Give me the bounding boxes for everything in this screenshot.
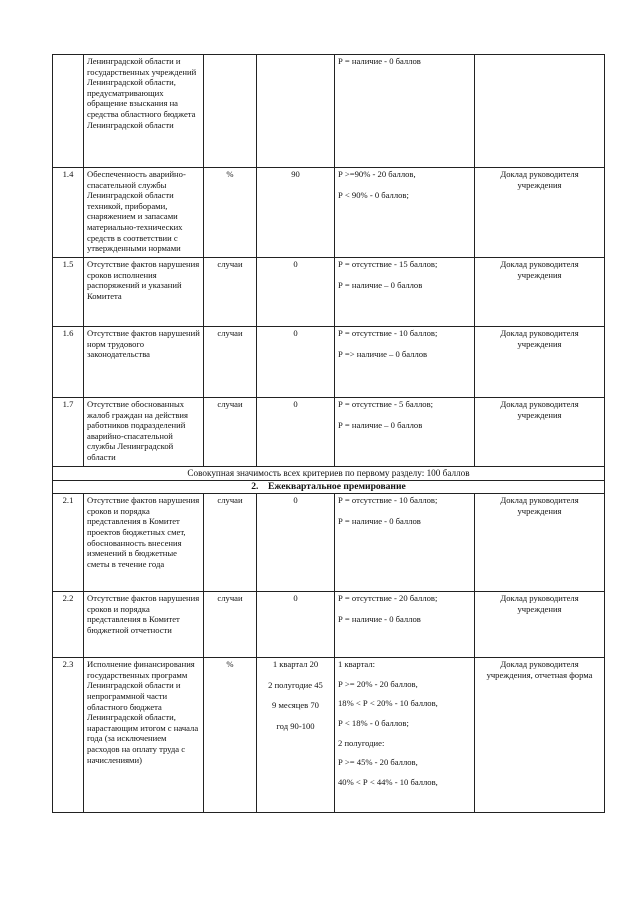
target-cell: 0: [257, 258, 335, 327]
criterion-text: Обеспеченность аварийно-спасательной службы Ленинградской области техникой, приборами, снаряжением и запасами материально-технических средств в соответствии с утвержденными нормами: [84, 168, 204, 258]
target-cell: 0: [257, 398, 335, 467]
unit-cell: случаи: [204, 398, 257, 467]
unit-cell: случаи: [204, 327, 257, 398]
scoring-line: Р >= 20% - 20 баллов,: [338, 678, 418, 689]
table-row: [53, 258, 605, 327]
table-row: [53, 658, 605, 813]
table-row: [53, 168, 605, 258]
scoring-line: 1 квартал:: [338, 659, 375, 670]
scoring-line: Р < 18% - 0 баллов;: [338, 717, 409, 728]
scoring-line: Р = отсутствие - 10 баллов;: [338, 328, 438, 338]
row-number: [53, 55, 84, 168]
target-line: 2 полугодие 45: [268, 679, 323, 690]
target-cell: [257, 658, 335, 813]
unit-cell: %: [204, 168, 257, 258]
section-header-row: [53, 480, 605, 494]
target-cell: 90: [257, 168, 335, 258]
target-line: 1 квартал 20: [272, 659, 319, 670]
unit-cell: [204, 55, 257, 168]
source-cell: Доклад руководителя учреждения: [475, 168, 605, 258]
scoring-line: Р => наличие – 0 баллов: [338, 348, 428, 359]
target-cell: 0: [257, 494, 335, 592]
table-row: [53, 592, 605, 658]
source-cell: Доклад руководителя учреждения: [475, 327, 605, 398]
section-summary: Совокупная значимость всех критериев по первому разделу: 100 баллов: [53, 467, 605, 481]
criterion-text: Ленинградской области и государственных учреждений Ленинградской области, предусматривающих обращение взыскания на средства областного бюджета Ленинградской области: [84, 55, 204, 168]
scoring-line: Р = наличие – 0 баллов: [338, 279, 423, 290]
row-number: 2.1: [53, 494, 84, 592]
table-row: [53, 494, 605, 592]
unit-cell: случаи: [204, 494, 257, 592]
criterion-text: Отсутствие фактов нарушения сроков и порядка представления в Комитет бюджетной отчетности: [84, 592, 204, 658]
target-cell: 0: [257, 327, 335, 398]
scoring-cell: [335, 494, 475, 592]
source-cell: Доклад руководителя учреждения: [475, 398, 605, 467]
table-row: [53, 327, 605, 398]
target-line: год 90-100: [276, 720, 315, 731]
scoring-cell: [335, 327, 475, 398]
target-cell: [257, 55, 335, 168]
section-title: Ежеквартальное премирование: [268, 480, 406, 492]
source-cell: [475, 55, 605, 168]
scoring-cell: [335, 55, 475, 168]
scoring-line: 40% < Р < 44% - 10 баллов,: [338, 776, 438, 787]
source-cell: Доклад руководителя учреждения: [475, 494, 605, 592]
target-cell: 0: [257, 592, 335, 658]
scoring-cell: [335, 658, 475, 813]
scoring-line: Р = наличие - 0 баллов: [338, 613, 421, 624]
row-number: 1.5: [53, 258, 84, 327]
scoring-line: Р = отсутствие - 15 баллов;: [338, 259, 438, 269]
row-number: 1.6: [53, 327, 84, 398]
section-summary-row: [53, 467, 605, 481]
scoring-cell: [335, 398, 475, 467]
target-line: 9 месяцев 70: [272, 700, 319, 711]
row-number: 2.2: [53, 592, 84, 658]
scoring-cell: [335, 168, 475, 258]
scoring-line: Р >= 45% - 20 баллов,: [338, 757, 418, 768]
section-header: [53, 480, 605, 494]
source-cell: Доклад руководителя учреждения: [475, 592, 605, 658]
scoring-line: Р < 90% - 0 баллов;: [338, 189, 409, 200]
table-row: [53, 55, 605, 168]
unit-cell: %: [204, 658, 257, 813]
criteria-table: [52, 54, 605, 813]
scoring-line: Р = отсутствие - 10 баллов;: [338, 495, 438, 506]
section-number: 2.: [251, 480, 259, 492]
scoring-line: Р >=90% - 20 баллов,: [338, 169, 416, 179]
criterion-text: Отсутствие фактов нарушения сроков и порядка представления в Комитет проектов бюджетных смет, обоснованность внесения изменений в бюджетные сметы в течение года: [84, 494, 204, 592]
scoring-line: Р = наличие – 0 баллов: [338, 419, 423, 430]
criterion-text: Отсутствие фактов нарушения сроков исполнения распоряжений и указаний Комитета: [84, 258, 204, 327]
scoring-cell: [335, 258, 475, 327]
scoring-line: Р = наличие - 0 баллов: [338, 56, 421, 66]
row-number: 1.4: [53, 168, 84, 258]
criterion-text: Отсутствие фактов нарушений норм трудового законодательства: [84, 327, 204, 398]
unit-cell: случаи: [204, 592, 257, 658]
scoring-line: 18% < Р < 20% - 10 баллов,: [338, 698, 438, 709]
scoring-line: Р = отсутствие - 20 баллов;: [338, 593, 438, 604]
criterion-text: Отсутствие обоснованных жалоб граждан на действия работников подразделений аварийно-спасательной службы Ленинградской области: [84, 398, 204, 467]
row-number: 2.3: [53, 658, 84, 813]
scoring-line: Р = наличие - 0 баллов: [338, 515, 421, 526]
unit-cell: случаи: [204, 258, 257, 327]
source-cell: Доклад руководителя учреждения, отчетная форма: [475, 658, 605, 813]
scoring-cell: [335, 592, 475, 658]
source-cell: Доклад руководителя учреждения: [475, 258, 605, 327]
criterion-text: Исполнение финансирования государственных программ Ленинградской области и непрограммной части областного бюджета Ленинградской области, нарастающим итогом с начала года (за исключением расходов на оплату труда с начислениями): [84, 658, 204, 813]
table-row: [53, 398, 605, 467]
scoring-line: Р = отсутствие - 5 баллов;: [338, 399, 434, 409]
scoring-line: 2 полугодие:: [338, 737, 385, 748]
row-number: 1.7: [53, 398, 84, 467]
